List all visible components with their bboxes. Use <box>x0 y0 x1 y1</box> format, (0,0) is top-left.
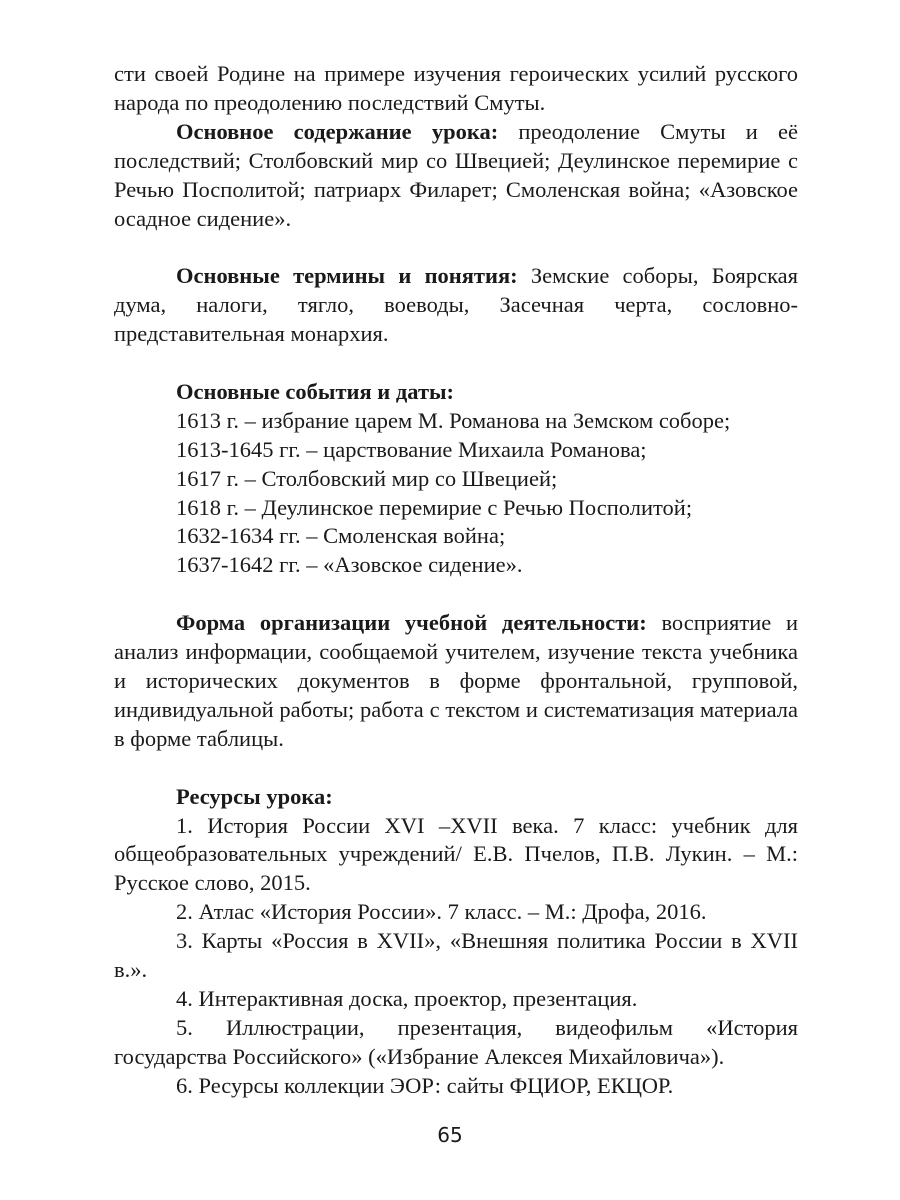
intro-paragraph: сти своей Родине на примере изучения героических усилий русского народа по преодолению последствий Смуты. <box>114 61 798 115</box>
event-item: 1613 г. – избрание царем М. Романова на Земском соборе; <box>176 407 731 433</box>
content-text: преодоление Смуты и её последствий; Столбовский мир со Швецией; Деулинское перемирие с Речью Посполитой; патриарх Филарет; Смоленская война; «Азовское осадное сидение». <box>114 118 798 231</box>
spacer <box>114 233 798 262</box>
resource-item: 3. Карты «Россия в XVII», «Внешняя политика России в XVII в.». <box>114 928 798 983</box>
resource-item: 5. Иллюстрации, презентация, видеофильм «История государства Российского» («Избрание Алексея Михайловича»). <box>114 1014 798 1069</box>
spacer <box>114 580 798 609</box>
resources-heading: Ресурсы урока: <box>176 783 333 809</box>
event-item: 1632-1634 гг. – Смоленская война; <box>176 523 506 549</box>
terms-text: Земские соборы, Боярская дума, налоги, тягло, воеводы, Засечная черта, сословно-представительная монархия. <box>114 263 798 347</box>
form-paragraph <box>114 609 798 754</box>
terms-label: Основные термины и понятия: <box>176 263 518 289</box>
resource-item: 4. Интерактивная доска, проектор, презентация. <box>176 985 638 1011</box>
event-item: 1637-1642 гг. – «Азовское сидение». <box>176 552 523 578</box>
content-label: Основное содержание урока: <box>176 118 499 144</box>
resource-item: 6. Ресурсы коллекции ЭОР: сайты ФЦИОР, ЕКЦОР. <box>176 1072 674 1098</box>
resource-item: 2. Атлас «История России». 7 класс. – М.: Дрофа, 2016. <box>176 899 707 925</box>
form-label: Форма организации учебной деятельности: <box>176 610 647 636</box>
form-text: восприятие и анализ информации, сообщаемой учителем, изучение текста учебника и исторических документов в форме фронтальной, групповой, индивидуальной работы; работа с текстом и систематизация материала в форме таблицы. <box>114 610 798 751</box>
spacer <box>114 754 798 783</box>
event-item: 1618 г. – Деулинское перемирие с Речью Посполитой; <box>176 494 693 520</box>
document-page <box>114 60 798 1101</box>
resource-item: 1. История России XVI –XVII века. 7 класс: учебник для общеобразовательных учреждений/ Е.В. Пчелов, П.В. Лукин. – М.: Русское слово, 2015. <box>114 812 798 896</box>
events-heading: Основные события и даты: <box>176 378 455 404</box>
content-paragraph <box>114 118 798 234</box>
page-number: 65 <box>437 1123 463 1147</box>
spacer <box>114 349 798 378</box>
terms-paragraph <box>114 262 798 349</box>
event-item: 1617 г. – Столбовский мир со Швецией; <box>176 465 558 491</box>
event-item: 1613-1645 гг. – царствование Михаила Романова; <box>176 436 647 462</box>
